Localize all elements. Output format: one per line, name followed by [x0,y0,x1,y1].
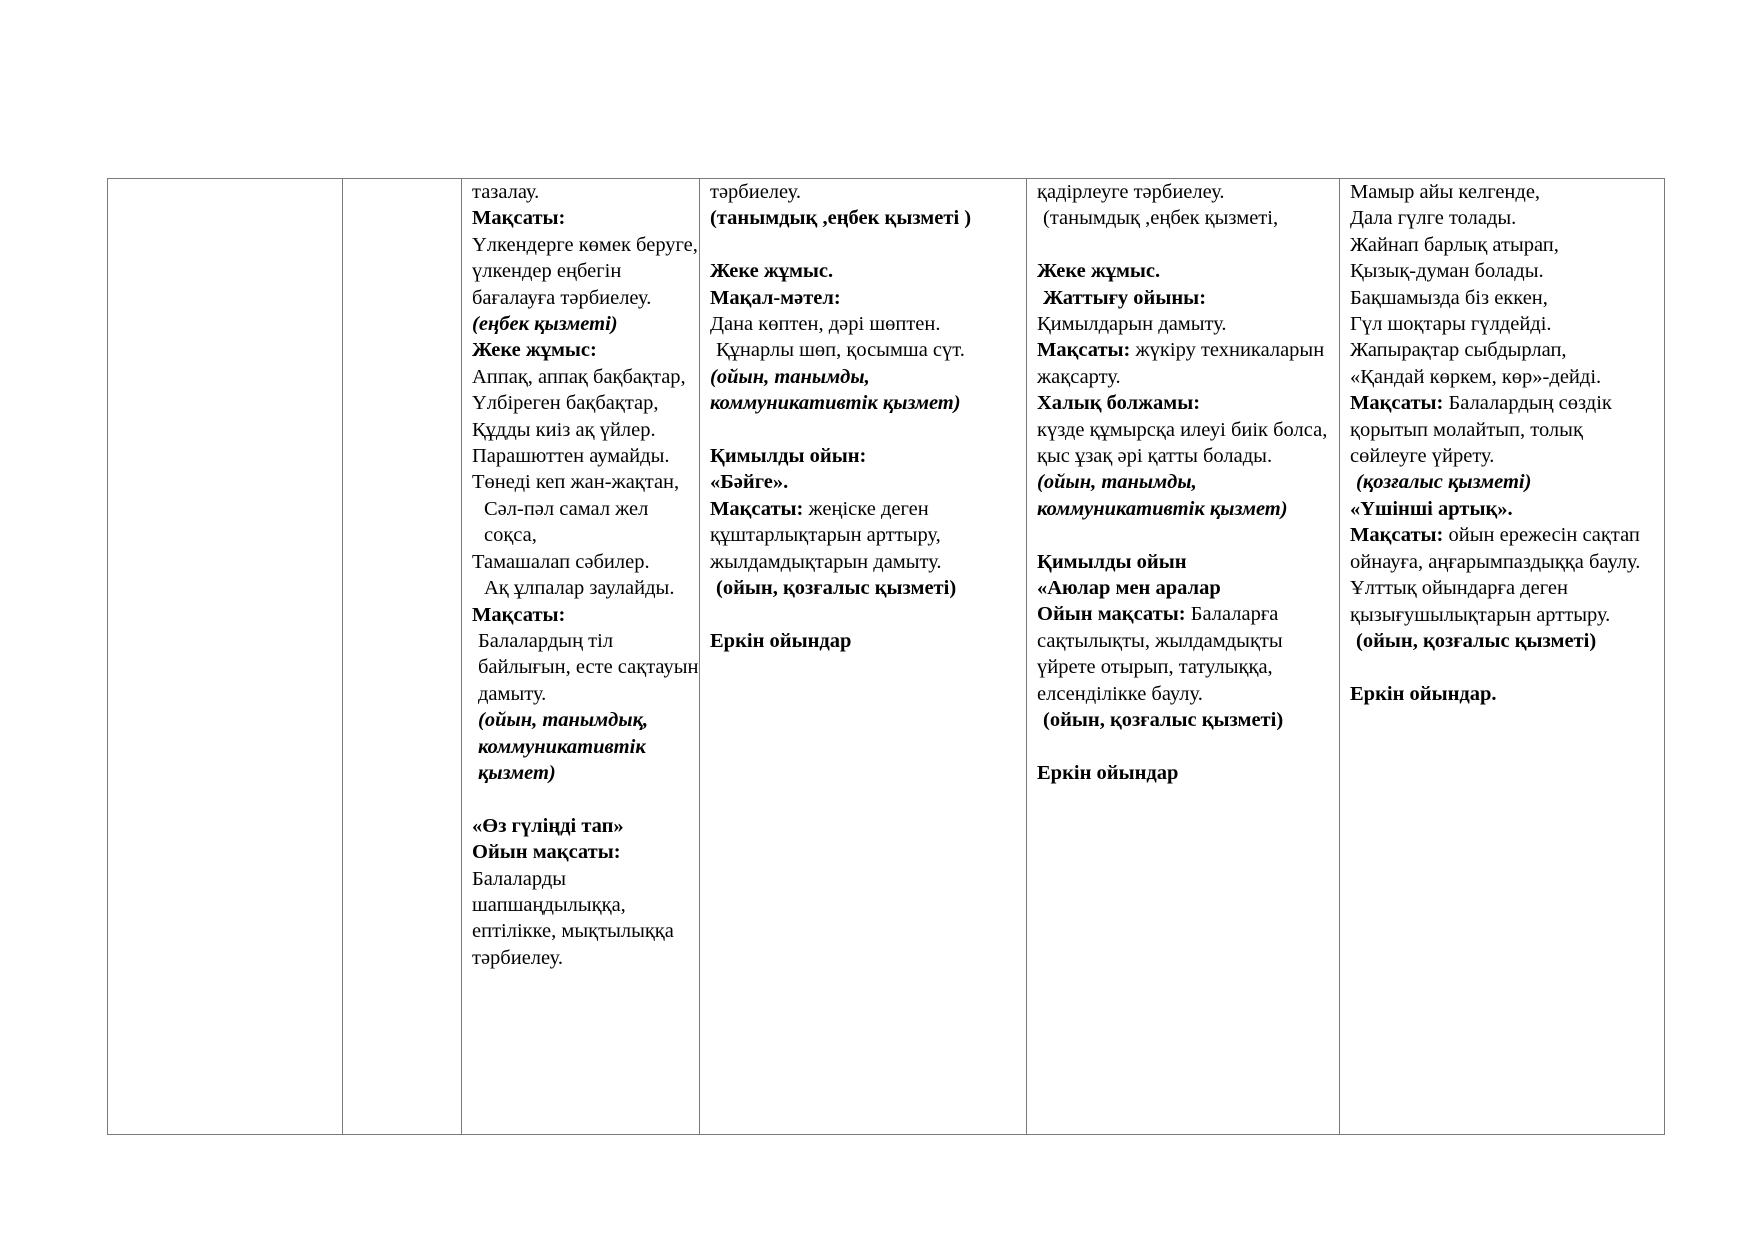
cell-text-line: Төнеді кеп жан-жақтан, [472,471,680,494]
cell-text-line: Ұлттық ойындарға деген қызығушылықтарын арттыру. [1350,577,1611,626]
cell-text-line: Дала гүлге толады. [1350,207,1517,230]
cell-text-line: Балаларды шапшаңдылыққа, ептілікке, мықтылыққа тәрбиелеу. [472,867,674,969]
cell-text-line [1350,522,1664,575]
cell-text-line: (ойын, танымдық, коммуникативтік қызмет) [478,709,649,784]
cell-text-line [1037,337,1339,390]
cell-text-line: Еркін ойындар [710,629,852,652]
cell-text-line: Жапырақтар сыбдырлап, [1350,339,1567,362]
cell-text-line: «Өз гүліңді тап» [472,814,624,837]
cell-text-line: Мақсаты: [472,603,566,626]
cell-text-line: Жеке жұмыс. [710,260,834,283]
cell-text-line: (ойын, қозғалыс қызметі) [1356,629,1597,652]
cell-text-line: Еркін ойындар [1037,761,1179,784]
plan-table [107,178,1665,1135]
cell-text-line [710,601,1026,627]
table-cell-6 [1340,179,1665,1135]
cell-text-line [1037,734,1339,760]
cell-text-line: Сәл-пәл самал жел соқса, [484,497,649,547]
cell-text-line: Мақсаты: [472,207,566,230]
cell-text-line: Жеке жұмыс: [472,339,597,362]
cell-text-line: «Қандай көркем, көр»-дейді. [1350,365,1602,388]
cell-text-line: (еңбек қызметі) [472,313,618,336]
body-text: Балаларға сақтылықты, жылдамдықты үйрете отырып, татулыққа, елсенділікке баулу. [1037,603,1283,705]
body-text: Балалардың сөздік қорытып молайтып, толық сөйлеуге үйрету. [1350,392,1612,468]
cell-text-line [1037,522,1339,548]
cell-text-line: Ойын мақсаты: [472,841,621,864]
cell-text-line [1037,232,1339,258]
table-cell-1 [108,179,343,1135]
cell-text-line [710,232,1026,258]
cell-text-line: Ақ ұлпалар заулайды. [484,577,675,600]
table-cell-3 [462,179,700,1135]
body-text: жүкіру техникаларын жақсарту. [1037,339,1325,388]
cell-text-line: Дана көптен, дәрі шөптен. [710,313,941,336]
cell-text-line: Мақал-мәтел: [710,286,841,309]
cell-text-line: Құдды киіз ақ үйлер. [472,418,656,441]
cell-text-line: Құнарлы шөп, қосымша сүт. [716,339,965,362]
cell-text-line: Мамыр айы келгенде, [1350,181,1541,203]
table-cell-2 [343,179,462,1135]
cell-text-line: «Бәйге». [710,471,789,494]
cell-text-line [710,496,1026,575]
cell-text-line: Балалардың тіл байлығын, есте сақтауын дамыту. [478,629,699,705]
cell-text-line [710,417,1026,443]
cell-text-line: Бақшамызда біз еккен, [1350,286,1548,309]
cell-text-line: Қимылдарын дамыту. [1037,313,1227,336]
cell-text-line: (танымдық ,еңбек қызметі, [1043,207,1279,230]
cell-text-line: (ойын, қозғалыс қызметі) [716,577,957,600]
table-cell-5 [1027,179,1340,1135]
cell-text-line: (ойын, танымды, коммуникативтік қызмет) [1037,471,1288,520]
label-text: Мақсаты: [1350,392,1449,415]
cell-text-line: Үлкендерге көмек беруге, үлкендер еңбегін бағалауға тәрбиелеу. [472,233,698,309]
cell-text-line: Қызық-думан болады. [1350,260,1544,283]
cell-text-line: «Аюлар мен аралар [1037,577,1221,600]
label-text: Мақсаты: [710,497,809,520]
cell-text-line: (ойын, қозғалыс қызметі) [1043,709,1284,732]
label-text: Мақсаты: [1350,524,1449,547]
cell-text-line: Тамашалап сәбилер. [472,550,650,573]
cell-text-line: Еркін ойындар. [1350,682,1497,705]
cell-text-line: тазалау. [472,181,540,203]
cell-text-line [472,786,699,812]
cell-text-line: (танымдық ,еңбек қызметі ) [710,207,972,230]
cell-text-line: Жаттығу ойыны: [1043,286,1207,309]
cell-text-line: (ойын, танымды, коммуникативтік қызмет) [710,365,961,415]
cell-text-line [1350,654,1664,680]
cell-text-line: күзде құмырсқа илеуі биік болса, қыс ұзақ әрі қатты болады. [1037,418,1328,468]
cell-text-line: «Үшінші артық». [1350,497,1513,520]
cell-text-line: Қимылды ойын: [710,445,867,468]
cell-text-line: тәрбиелеу. [710,181,801,203]
cell-text-line [1350,390,1664,469]
cell-text-line: Үлбіреген бақбақтар, [472,392,659,415]
table-cell-4 [700,179,1027,1135]
cell-text-line: қадірлеуге тәрбиелеу. [1037,181,1225,203]
cell-text-line: Жеке жұмыс. [1037,260,1161,283]
cell-text-line: Парашюттен аумайды. [472,445,670,468]
cell-text-line [1037,601,1339,707]
body-text: жеңіске деген құштарлықтарын арттыру, жылдамдықтарын дамыту. [710,497,942,573]
label-text: Мақсаты: [1037,339,1136,362]
cell-text-line: Қимылды ойын [1037,550,1187,573]
cell-text-line: Жайнап барлық атырап, [1350,233,1559,256]
label-text: Ойын мақсаты: [1037,603,1191,626]
body-text: ойын ережесін сақтап ойнауға, аңғарымпаздыққа баулу. [1350,524,1641,573]
cell-text-line: (қозғалыс қызметі) [1356,471,1532,494]
cell-text-line: Гүл шоқтары гүлдейді. [1350,313,1552,336]
cell-text-line: Халық болжамы: [1037,392,1201,415]
cell-text-line: Аппақ, аппақ бақбақтар, [472,365,686,388]
table-row [108,179,1665,1135]
